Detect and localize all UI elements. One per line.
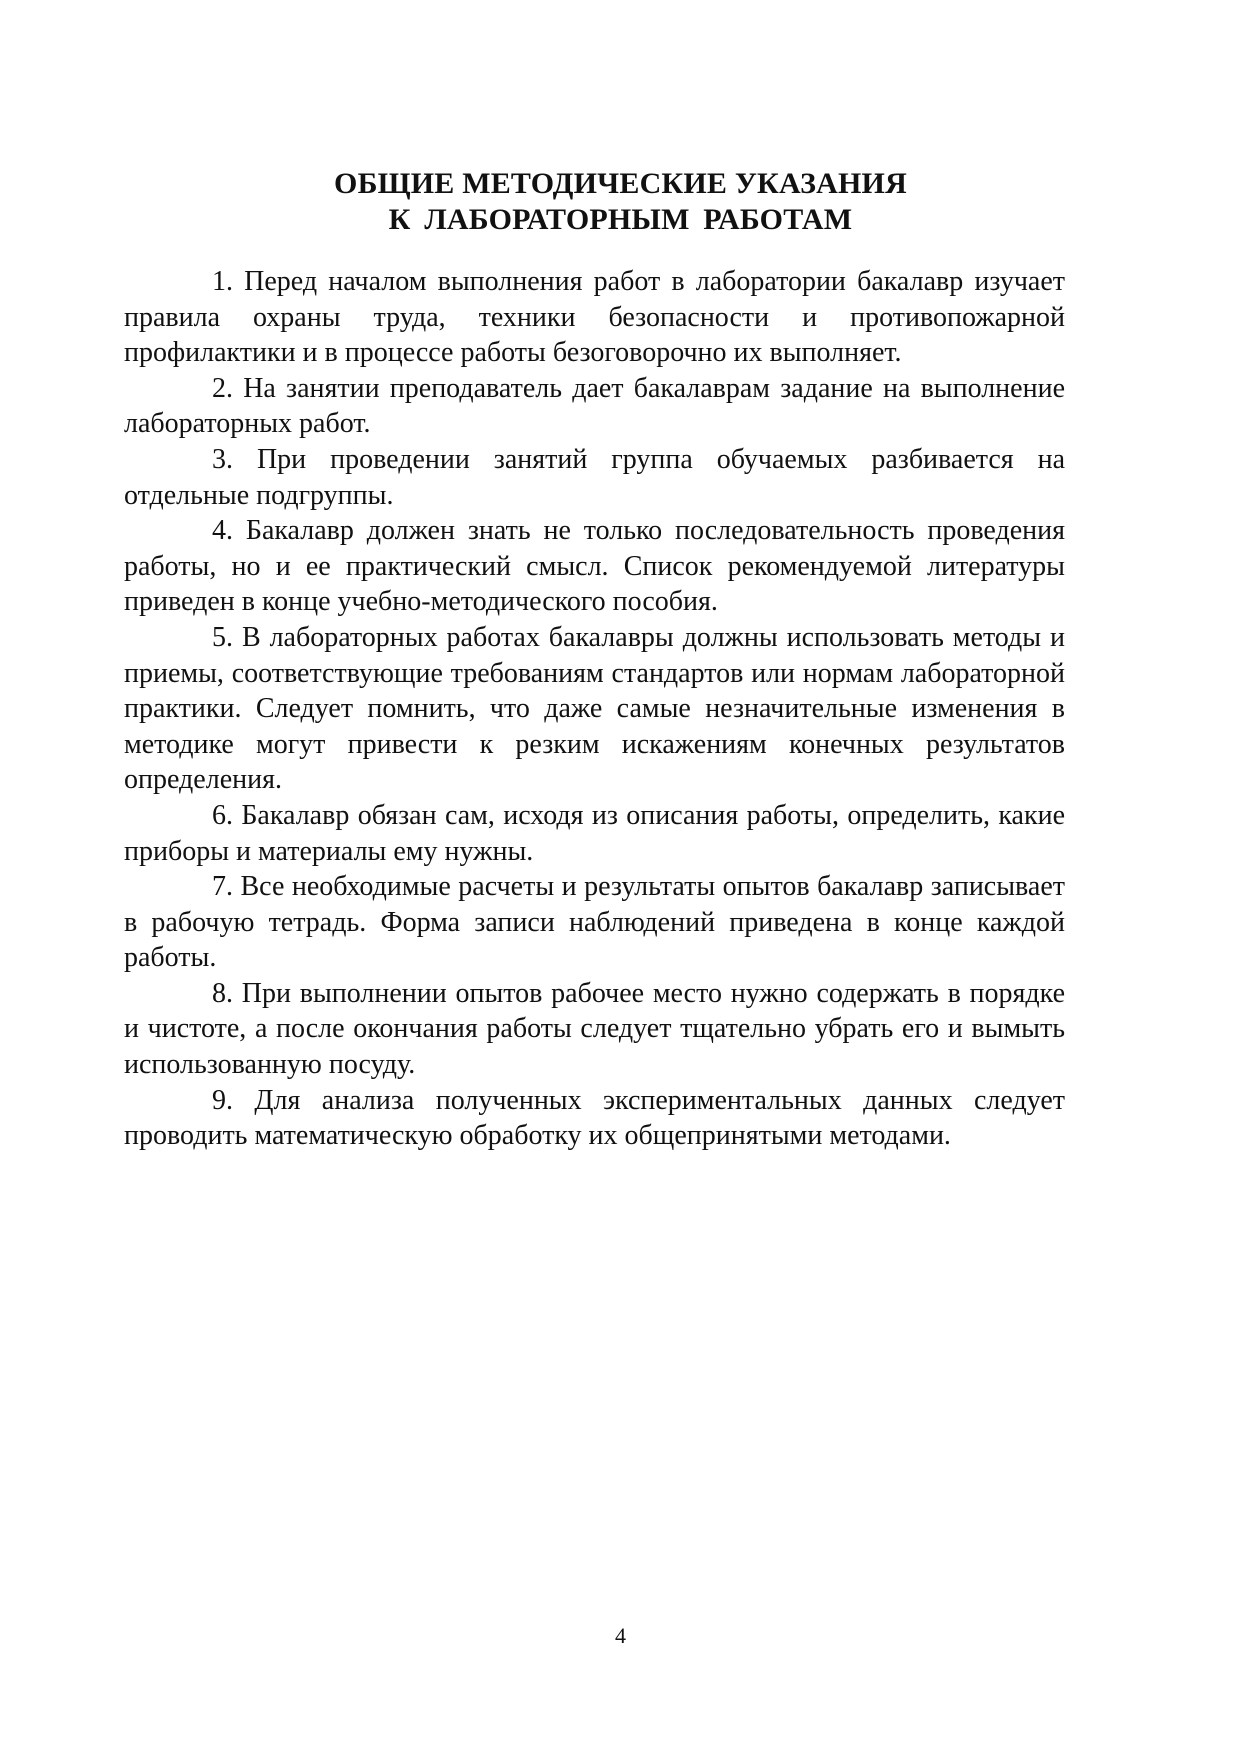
instruction-paragraph-5: 5. В лабораторных работах бакалавры должны использовать методы и приемы, соответствующие требованиям стандартов или нормам лабораторной практики. Следует помнить, что даже самые незначительные изменения в методике могут привести к резким искажениям конечных результатов определения. — [124, 621, 1065, 796]
instruction-paragraph-4: 4. Бакалавр должен знать не только последовательность проведения работы, но и ее практический смысл. Список рекомендуемой литературы приведен в конце учебно-методического пособия. — [124, 515, 1065, 618]
instruction-paragraph-3: 3. При проведении занятий группа обучаемых разбивается на отдельные подгруппы. — [124, 443, 1065, 511]
instruction-paragraph-8: 8. При выполнении опытов рабочее место нужно содержать в порядке и чистоте, а после окончания работы следует тщательно убрать его и вымыть использованную посуду. — [124, 977, 1065, 1081]
instruction-paragraph-1: 1. Перед началом выполнения работ в лаборатории бакалавр изучает правила охраны труда, техники безопасности и противопожарной профилактики и в процессе работы безоговорочно их выполняет. — [124, 266, 1065, 369]
instruction-paragraph-7: 7. Все необходимые расчеты и результаты опытов бакалавр записывает в рабочую тетрадь. Форма записи наблюдений приведена в конце каждой работы. — [124, 871, 1065, 974]
title-line-2: К ЛАБОРАТОРНЫМ РАБОТАМ — [388, 203, 853, 236]
instruction-paragraph-2: 2. На занятии преподаватель дает бакалаврам задание на выполнение лабораторных работ. — [124, 372, 1065, 440]
page-title — [0, 166, 1241, 238]
instruction-paragraph-6: 6. Бакалавр обязан сам, исходя из описания работы, определить, какие приборы и материалы ему нужны. — [124, 799, 1065, 867]
instructions-list — [124, 264, 1065, 1154]
title-line-1: ОБЩИЕ МЕТОДИЧЕСКИЕ УКАЗАНИЯ — [334, 167, 907, 200]
instruction-paragraph-9: 9. Для анализа полученных экспериментальных данных следует проводить математическую обработку их общепринятыми методами. — [124, 1084, 1065, 1152]
page-number: 4 — [615, 1623, 626, 1648]
